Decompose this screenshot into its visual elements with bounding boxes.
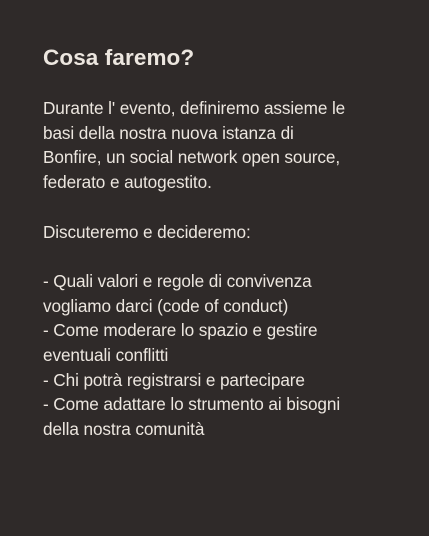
list-line: della nostra comunità: [43, 419, 205, 440]
intro-line: Durante l' evento, definiremo assieme le: [43, 98, 346, 118]
intro-line: basi della nostra nuova istanza di: [43, 122, 294, 143]
list-line: vogliamo darci (code of conduct): [43, 295, 289, 316]
list-line: - Come adattare lo strumento ai bisogni: [43, 394, 341, 415]
intro-line: federato e autogestito.: [43, 172, 212, 193]
section-heading: Cosa faremo?: [43, 45, 195, 70]
list-line: - Quali valori e regole di convivenza: [43, 270, 312, 291]
intro-line: Bonfire, un social network open source,: [43, 147, 341, 168]
spacer: [43, 244, 389, 269]
topics-list: [43, 269, 389, 442]
sub-heading: Discuteremo e decideremo:: [43, 221, 251, 242]
list-line: - Come moderare lo spazio e gestire: [43, 320, 318, 341]
list-line: - Chi potrà registrarsi e partecipare: [43, 369, 305, 390]
list-line: eventuali conflitti: [43, 345, 169, 365]
intro-paragraph: [43, 96, 389, 195]
spacer: [43, 195, 389, 220]
